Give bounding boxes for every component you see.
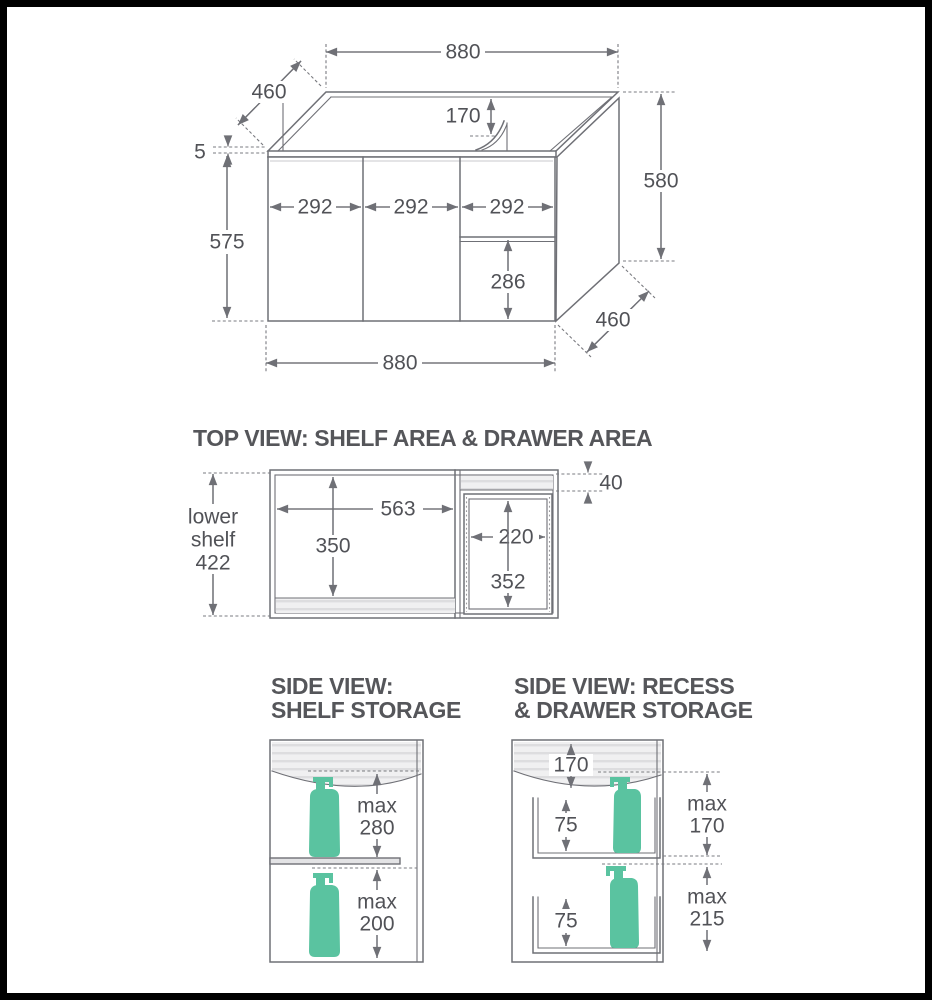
soap-bottle-body xyxy=(309,789,340,857)
dim-label: max xyxy=(357,890,397,914)
soap-bottle-body xyxy=(309,885,340,957)
dim-label: 5 xyxy=(194,140,206,164)
dim-back-gap xyxy=(556,462,623,503)
dim-label: 215 xyxy=(689,907,725,931)
dim-drawer-upper-max xyxy=(679,774,735,855)
dim-total-height xyxy=(623,92,683,261)
dim-bottom-width xyxy=(266,325,555,375)
dim-label: 460 xyxy=(251,80,287,104)
dim-label: 292 xyxy=(297,195,333,219)
dim-top-width xyxy=(326,41,618,89)
iso-view xyxy=(194,41,683,375)
dim-bench-thickness xyxy=(194,139,267,164)
top-view-title: TOP VIEW: SHELF AREA & DRAWER AREA xyxy=(193,425,653,451)
dim-label: 580 xyxy=(643,169,679,193)
dim-label: 75 xyxy=(554,813,578,837)
dim-label: 880 xyxy=(445,40,481,64)
dim-label: 880 xyxy=(382,351,418,375)
dim-label: 286 xyxy=(490,270,526,294)
drawer-back-gap xyxy=(461,476,553,490)
dim-label: 563 xyxy=(380,497,416,521)
lower-shelf-label-1: lower xyxy=(187,505,239,529)
dim-label: 220 xyxy=(498,525,534,549)
dim-label: 460 xyxy=(595,308,631,332)
dim-label: 40 xyxy=(599,471,623,495)
benchtop-face xyxy=(268,92,618,151)
ext-line xyxy=(622,266,655,298)
dim-lower-shelf xyxy=(184,473,271,616)
ext-line xyxy=(558,325,591,357)
side-shelf-title-2: SHELF STORAGE xyxy=(271,697,461,723)
dim-label: 170 xyxy=(689,814,725,838)
dim-label: 170 xyxy=(445,104,481,128)
ext-line xyxy=(294,59,321,86)
lower-shelf-label-3: 422 xyxy=(195,551,231,575)
dim-label: 352 xyxy=(490,570,526,594)
dim-label: 350 xyxy=(315,534,351,558)
dim-label: 292 xyxy=(489,195,525,219)
side-drawer-title-2: & DRAWER STORAGE xyxy=(514,697,753,723)
dim-label: 292 xyxy=(393,195,429,219)
side-drawer-title-1: SIDE VIEW: RECESS xyxy=(514,673,735,699)
cabinet-front-face xyxy=(268,157,555,321)
top-view xyxy=(184,425,652,618)
dim-door-height xyxy=(207,156,266,321)
dim-label: 200 xyxy=(359,912,395,936)
dim-label: 575 xyxy=(209,230,245,254)
dim-label: 170 xyxy=(553,753,589,777)
shelf-board xyxy=(270,858,400,864)
dim-label: 280 xyxy=(359,816,395,840)
side-view-drawer xyxy=(512,673,753,962)
side-view-shelf xyxy=(270,673,461,962)
side-shelf-title-1: SIDE VIEW: xyxy=(271,673,394,699)
dim-label: max xyxy=(357,794,397,818)
soap-bottle-body xyxy=(610,878,639,948)
shelf-front-rail xyxy=(276,598,455,613)
dim-label: max xyxy=(687,885,727,909)
dim-drawer-lower-max xyxy=(679,867,735,951)
dim-label: max xyxy=(687,792,727,816)
lower-shelf-label-2: shelf xyxy=(190,528,236,552)
dim-label: 75 xyxy=(554,909,578,933)
soap-bottle-body xyxy=(613,789,641,853)
